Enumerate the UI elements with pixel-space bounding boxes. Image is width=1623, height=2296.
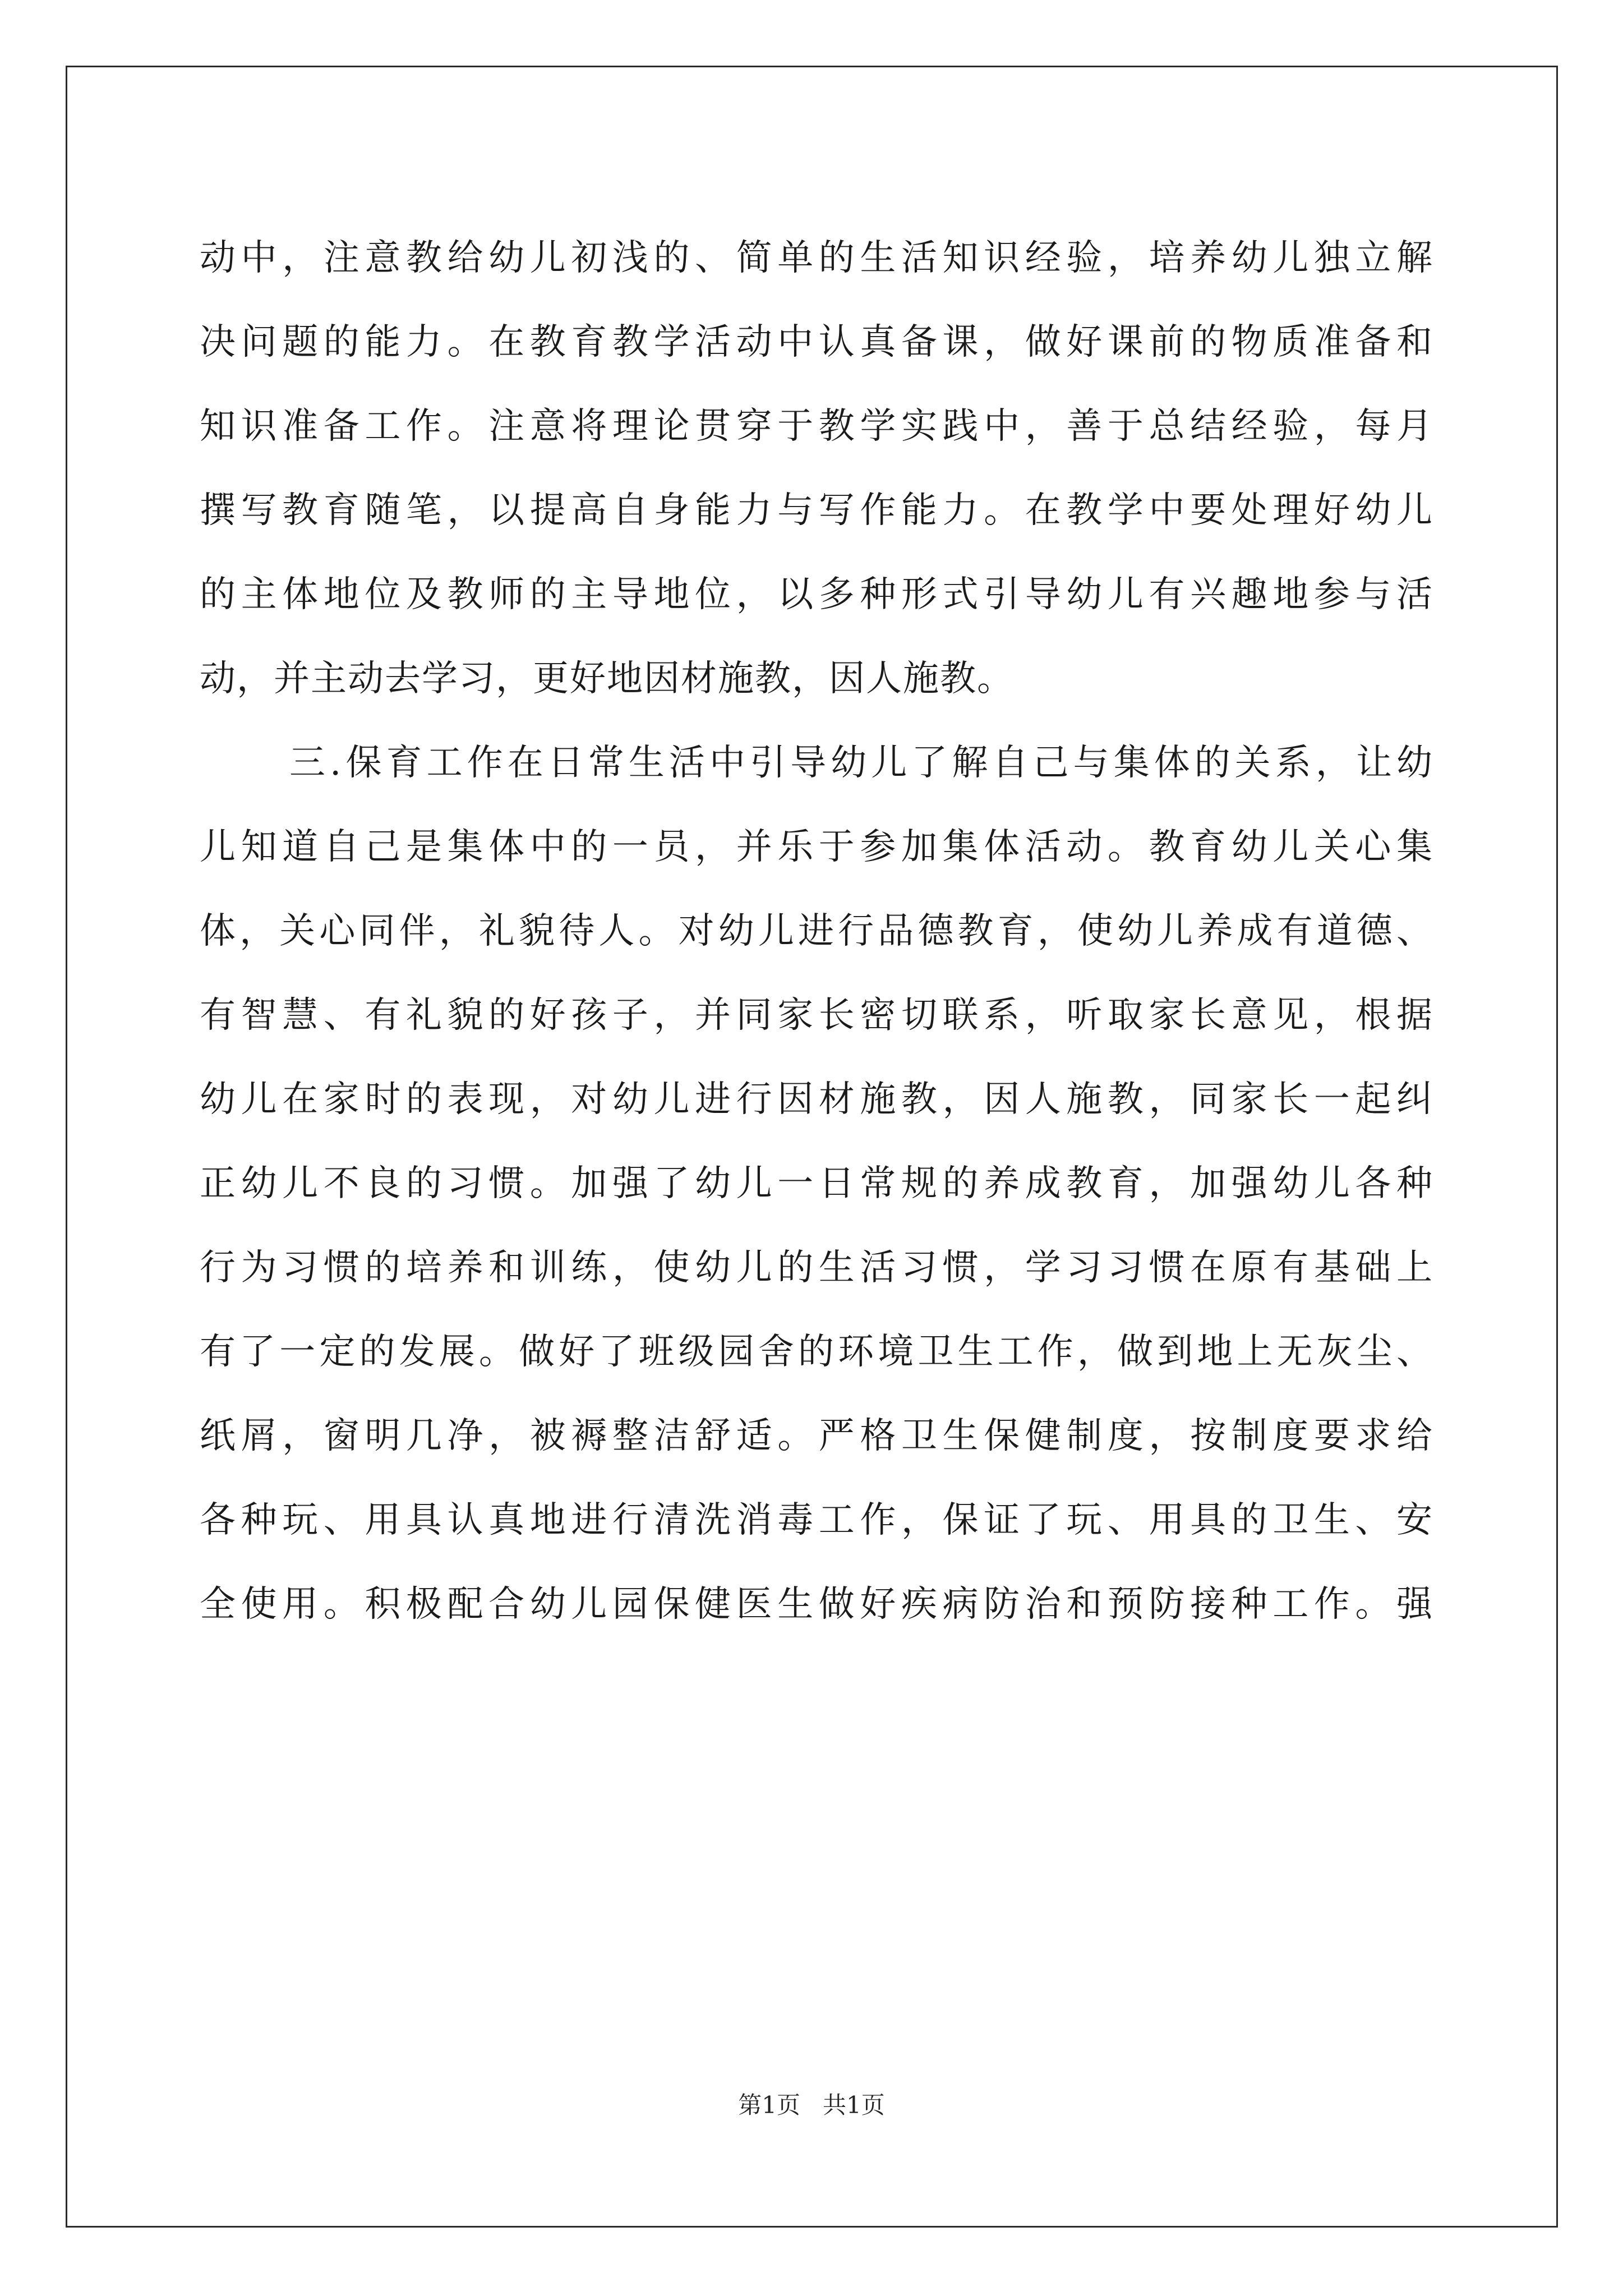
paragraph-line: 撰写教育随笔，以提高自身能力与写作能力。在教学中要处理好幼儿 [200, 490, 1433, 531]
page-number: 第1页 [738, 2091, 800, 2119]
paragraph-line: 决问题的能力。在教育教学活动中认真备课，做好课前的物质准备和 [200, 321, 1433, 363]
paragraph-line: 有智慧、有礼貌的好孩子，并同家长密切联系，听取家长意见，根据 [200, 995, 1433, 1036]
paragraph-line: 的主体地位及教师的主导地位，以多种形式引导幼儿有兴趣地参与活 [200, 574, 1433, 615]
paragraph-line: 纸屑，窗明几净，被褥整洁舒适。严格卫生保健制度，按制度要求给 [200, 1415, 1433, 1457]
paragraph-line: 知识准备工作。注意将理论贯穿于教学实践中，善于总结经验，每月 [200, 406, 1433, 447]
paragraph-line: 正幼儿不良的习惯。加强了幼儿一日常规的养成教育，加强幼儿各种 [200, 1163, 1433, 1204]
paragraph-line: 体，关心同伴，礼貌待人。对幼儿进行品德教育，使幼儿养成有道德、 [200, 910, 1433, 952]
paragraph-line: 儿知道自己是集体中的一员，并乐于参加集体活动。教育幼儿关心集 [200, 826, 1433, 868]
paragraph-line: 行为习惯的培养和训练，使幼儿的生活习惯，学习习惯在原有基础上 [200, 1247, 1433, 1289]
page-footer [0, 2087, 1623, 2120]
paragraph-line: 有了一定的发展。做好了班级园舍的环境卫生工作，做到地上无灰尘、 [200, 1331, 1433, 1373]
document-body [200, 216, 1433, 1646]
paragraph-line-end: 动，并主动去学习，更好地因材施教，因人施教。 [200, 658, 1014, 700]
paragraph-line: 动中，注意教给幼儿初浅的、简单的生活知识经验，培养幼儿独立解 [200, 237, 1433, 279]
page-total: 共1页 [823, 2091, 885, 2119]
paragraph-line: 全使用。积极配合幼儿园保健医生做好疾病防治和预防接种工作。强 [200, 1584, 1433, 1625]
paragraph-line: 各种玩、用具认真地进行清洗消毒工作，保证了玩、用具的卫生、安 [200, 1499, 1433, 1541]
paragraph-line: 幼儿在家时的表现，对幼儿进行因材施教，因人施教，同家长一起纠 [200, 1079, 1433, 1120]
paragraph-first-line: 三.保育工作在日常生活中引导幼儿了解自己与集体的关系，让幼 [289, 742, 1433, 784]
